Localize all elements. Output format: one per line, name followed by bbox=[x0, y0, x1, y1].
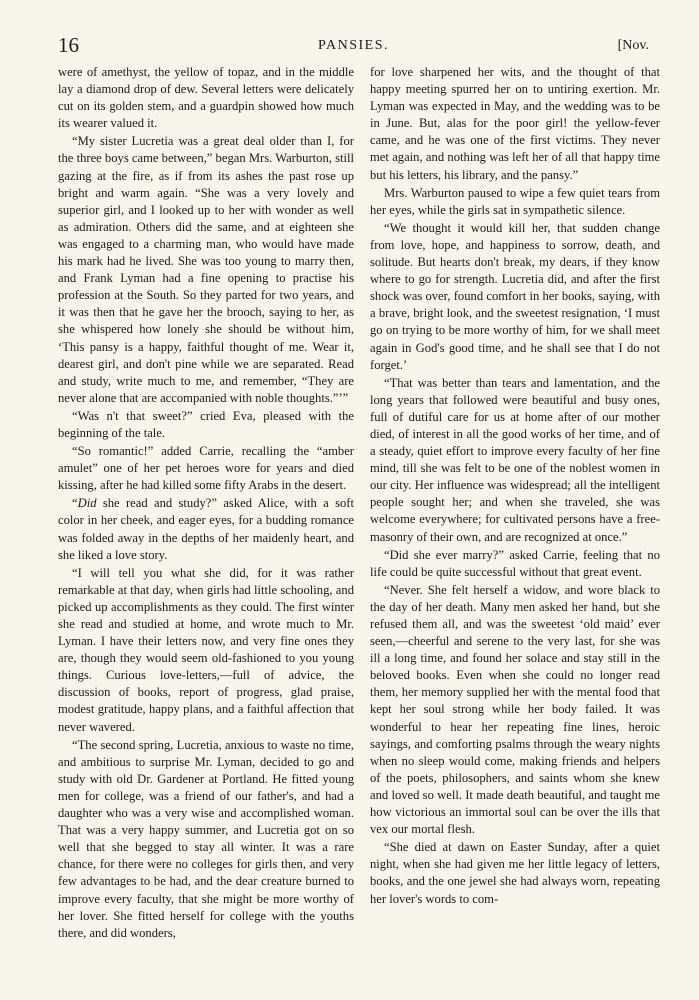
right-column bbox=[370, 64, 660, 908]
paragraph: were of amethyst, the yellow of topaz, and in the middle lay a diamond drop of dew. Several letters were delicately cut on its golden stem, and a guardpin showed how much its wearer valued it. bbox=[58, 65, 354, 131]
paragraph: “So romantic!” added Carrie, recalling the “amber amulet” one of her pet heroes wore for years and died kissing, after he had killed some fifty Arabs in the desert. bbox=[58, 444, 354, 493]
paragraph: Mrs. Warburton paused to wipe a few quiet tears from her eyes, while the girls sat in sympathetic silence. bbox=[370, 185, 660, 217]
emphasis: Did bbox=[77, 496, 97, 511]
running-header bbox=[58, 33, 649, 59]
left-column bbox=[58, 64, 354, 942]
paragraph: “That was better than tears and lamentation, and the long years that followed were beautiful and busy ones, full of dutiful care for us at home after of our mother died, of interest in all the good works of her time, and of a steady, quiet effort to improve every faculty of her fine mind, till she was felt to be one of the noblest women in our city. Her influence was widespread; all the intelligent people sought her; and when she traveled, she was welcome everywhere; for cultivated persons have a free-masonry of their own, and are recognized at once.” bbox=[370, 375, 660, 544]
paragraph: “I will tell you what she did, for it was rather remarkable at that day, when girls had little schooling, and picked up accomplishments as they could. The first winter she read and studied at home, and wrote much to Mr. Lyman. I have their letters now, and very fine ones they are, though they would seem old-fashioned to you young things. Curious love-letters,—full of advice, the discussion of books, report of progress, glad praise, modest gratitude, happy plans, and a faithful affection that never wavered. bbox=[58, 565, 354, 734]
paragraph: “My sister Lucretia was a great deal older than I, for the three boys came between,” began Mrs. Warburton, still gazing at the fire, as if from its ashes the past rose up bright and warm again. “She was a very lovely and superior girl, and I looked up to her with wonder as well as admiration. Others did the same, and at eighteen she was engaged to a charming man, who would have made his mark had he lived. She was too young to marry then, and Frank Lyman had a fine opening to practise his profession at the South. So they parted for two years, and it was then that he gave her the brooch, saying to her, as she whispered how lonely she should be without him, ‘This pansy is a happy, faithful thought of me. Wear it, dearest girl, and don't pine while we are separated. Read and study, write much to me, and remember, “They are never alone that are accompanied with noble thoughts.”’” bbox=[58, 134, 354, 405]
paragraph: “We thought it would kill her, that sudden change from love, hope, and happiness to sorrow, death, and solitude. But hearts don't break, my dears, if they know where to go for strength. Lucretia did, and after the first shock was over, found comfort in her books, saying, with a brave, bright look, and the sweetest resignation, ‘I must go on trying to be more worthy of him, for we shall meet again in God's good time, and he shall see that I do not forget.’ bbox=[370, 220, 660, 372]
page-number: 16 bbox=[58, 33, 79, 57]
paragraph bbox=[58, 495, 354, 563]
paragraph: “Never. She felt herself a widow, and wore black to the day of her death. Many men asked her hand, but she refused them all, and was the sweetest ‘old maid’ ever seen,—cheerful and serene to the very last, for she was ill a long time, and found her solace and stay still in the beloved books. Even when she could no longer read them, her memory supplied her with the mental food that kept her soul strong while her body failed. It was wonderful to hear her repeating fine lines, heroic sayings, and comforting psalms through the weary nights when no sleep would come, making friends and helpers of the poets, philosophers, and saints whom she knew and loved so well. It made death beautiful, and taught me how victorious an immortal soul can be over the ills that vex our mortal flesh. bbox=[370, 582, 660, 837]
paragraph: “Was n't that sweet?” cried Eva, pleased with the beginning of the tale. bbox=[58, 408, 354, 440]
running-title: PANSIES. bbox=[317, 38, 389, 53]
paragraph: “Did she ever marry?” asked Carrie, feeling that no life could be quite successful without that great event. bbox=[370, 547, 660, 579]
paragraph: for love sharpened her wits, and the thought of that happy meeting spurred her on to untiring exertion. Mr. Lyman was expected in May, and the wedding was to be in June. But, alas for the poor girl! the yellow-fever came, and he was one of the first victims. They never met again, and nothing was left her of all that happy time but his letters, his library, and the pansy.” bbox=[370, 65, 660, 182]
paragraph: “The second spring, Lucretia, anxious to waste no time, and ambitious to surprise Mr. Lyman, decided to go and study with old Dr. Gardener at Portland. He fitted young men for college, was a friend of our father's, and had a daughter who was a very wise and accomplished woman. That was a very happy summer, and Lucretia got on so well that she begged to stay all winter. It was a rare chance, for there were no colleges for girls then, and very few advantages to be had, and the dear creature burned to improve every faculty, that she might be more worthy of her lover. She fitted herself for college with the youths there, and did wonders, bbox=[58, 737, 354, 940]
paragraph: “She died at dawn on Easter Sunday, after a quiet night, when she had given me her little legacy of letters, books, and the one jewel she had always worn, repeating her lover's words to com- bbox=[370, 840, 660, 906]
issue-month: [Nov. bbox=[617, 38, 649, 53]
paragraph-text: she read and study?” asked Alice, with a soft color in her cheek, and eager eyes, for a budding romance was folded away in the depths of her maidenly heart, and she liked a love story. bbox=[58, 496, 354, 562]
open-quote: “ bbox=[72, 496, 78, 511]
